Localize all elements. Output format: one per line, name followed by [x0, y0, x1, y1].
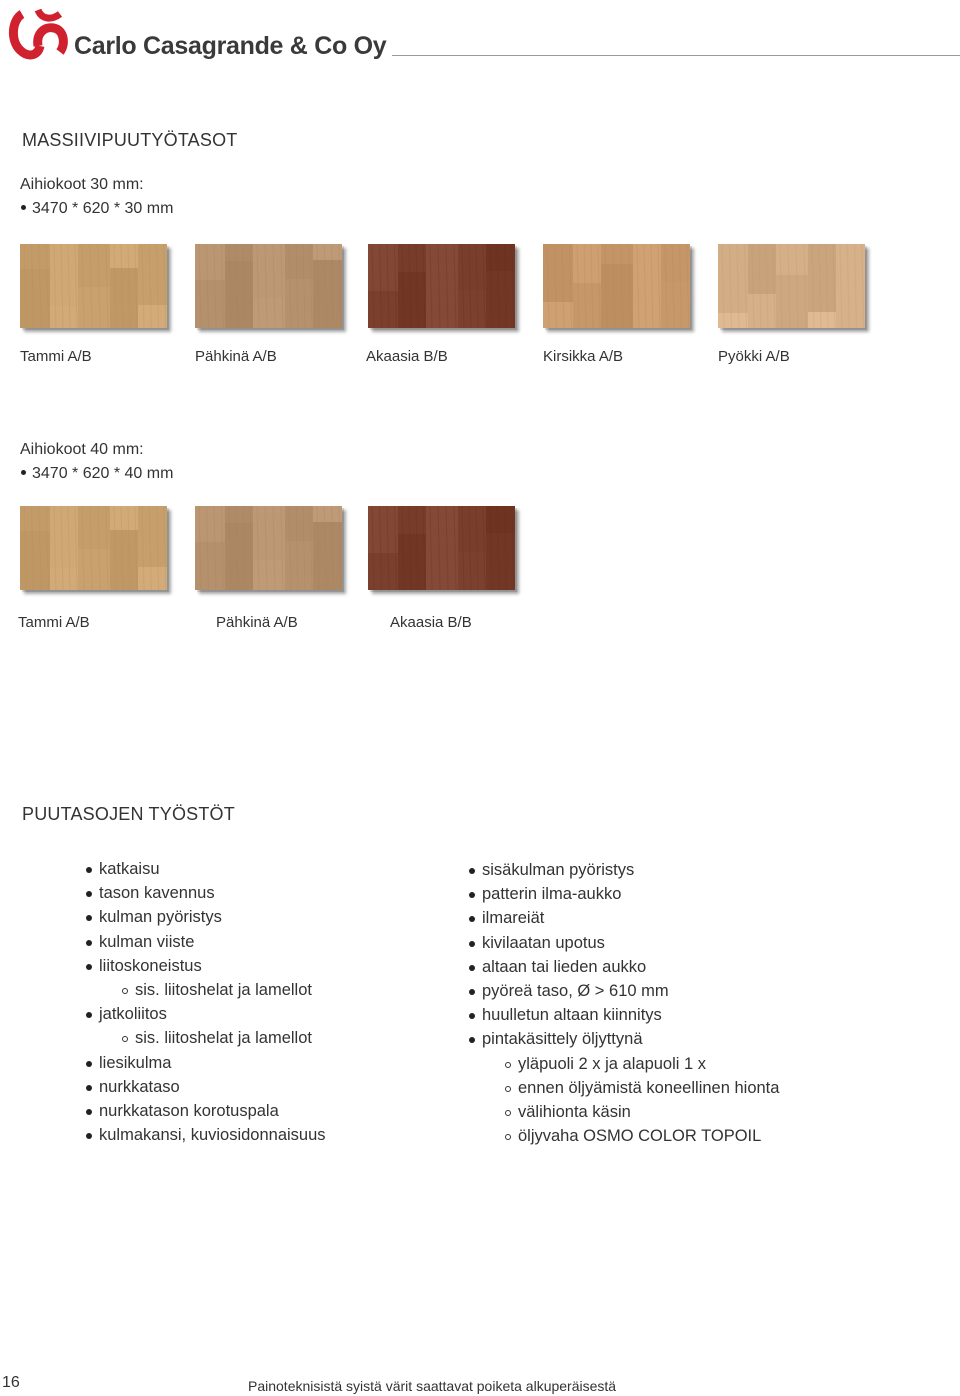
company-logo-icon — [8, 6, 70, 62]
list-item: sisäkulman pyöristys — [469, 858, 779, 882]
wood-swatch-acacia — [368, 244, 515, 328]
wood-swatch-acacia — [368, 506, 515, 590]
wood-swatch-beech — [718, 244, 865, 328]
sizes-30-item — [18, 200, 173, 218]
sizes-30-label: Aihiokoot 30 mm: — [20, 176, 144, 193]
wood-swatch-oak — [20, 244, 167, 328]
wood-label-walnut: Pähkinä A/B — [216, 614, 298, 631]
wood-label-walnut: Pähkinä A/B — [195, 348, 277, 365]
footer-note: Painoteknisistä syistä värit saattavat poiketa alkuperäisestä — [248, 1378, 617, 1394]
left-process-list — [86, 857, 326, 1147]
list-subitem: sis. liitoshelat ja lamellot — [86, 1026, 326, 1050]
list-item: altaan tai lieden aukko — [469, 955, 779, 979]
list-item: nurkkataso — [86, 1075, 326, 1099]
list-item: jatkoliitos — [86, 1002, 326, 1026]
list-item: huulletun altaan kiinnitys — [469, 1003, 779, 1027]
list-subitem: ennen öljyämistä koneellinen hionta — [469, 1076, 779, 1100]
list-item: tason kavennus — [86, 881, 326, 905]
list-item: kulman pyöristys — [86, 905, 326, 929]
list-item: pintakäsittely öljyttynä — [469, 1027, 779, 1051]
wood-label-cherry: Kirsikka A/B — [543, 348, 624, 365]
wood-swatch-oak — [20, 506, 167, 590]
list-item: patterin ilma-aukko — [469, 882, 779, 906]
wood-swatch-walnut — [195, 244, 342, 328]
wood-swatch-cherry — [543, 244, 690, 328]
list-item: liitoskoneistus — [86, 954, 326, 978]
list-item: kivilaatan upotus — [469, 931, 779, 955]
bullet-icon — [21, 470, 26, 475]
section-title-puutasojen-tyostot: PUUTASOJEN TYÖSTÖT — [22, 804, 235, 824]
bullet-icon — [21, 205, 26, 210]
wood-label-beech: Pyökki A/B — [718, 348, 790, 365]
list-subitem: öljyvaha OSMO COLOR TOPOIL — [469, 1124, 779, 1148]
list-subitem: yläpuoli 2 x ja alapuoli 1 x — [469, 1052, 779, 1076]
list-item: liesikulma — [86, 1051, 326, 1075]
wood-label-acacia: Akaasia B/B — [366, 348, 448, 365]
list-item: katkaisu — [86, 857, 326, 881]
list-item: kulmakansi, kuviosidonnaisuus — [86, 1123, 326, 1147]
section-title-massiivipuutyotasot: MASSIIVIPUUTYÖTASOT — [22, 130, 238, 150]
page-number: 16 — [2, 1374, 20, 1391]
list-item: nurkkatason korotuspala — [86, 1099, 326, 1123]
list-subitem: välihionta käsin — [469, 1100, 779, 1124]
list-item: pyöreä taso, Ø > 610 mm — [469, 979, 779, 1003]
sizes-40-item — [18, 465, 173, 483]
list-item: ilmareiät — [469, 906, 779, 930]
wood-swatch-walnut — [195, 506, 342, 590]
wood-label-oak: Tammi A/B — [20, 348, 92, 365]
sizes-30-value: 3470 * 620 * 30 mm — [32, 200, 174, 217]
list-item: kulman viiste — [86, 930, 326, 954]
header-divider — [392, 55, 960, 56]
wood-label-oak: Tammi A/B — [18, 614, 90, 631]
company-name: Carlo Casagrande & Co Oy — [74, 32, 387, 60]
right-process-list — [469, 858, 779, 1148]
list-subitem: sis. liitoshelat ja lamellot — [86, 978, 326, 1002]
sizes-40-label: Aihiokoot 40 mm: — [20, 441, 144, 458]
wood-label-acacia: Akaasia B/B — [390, 614, 472, 631]
sizes-40-value: 3470 * 620 * 40 mm — [32, 465, 174, 482]
